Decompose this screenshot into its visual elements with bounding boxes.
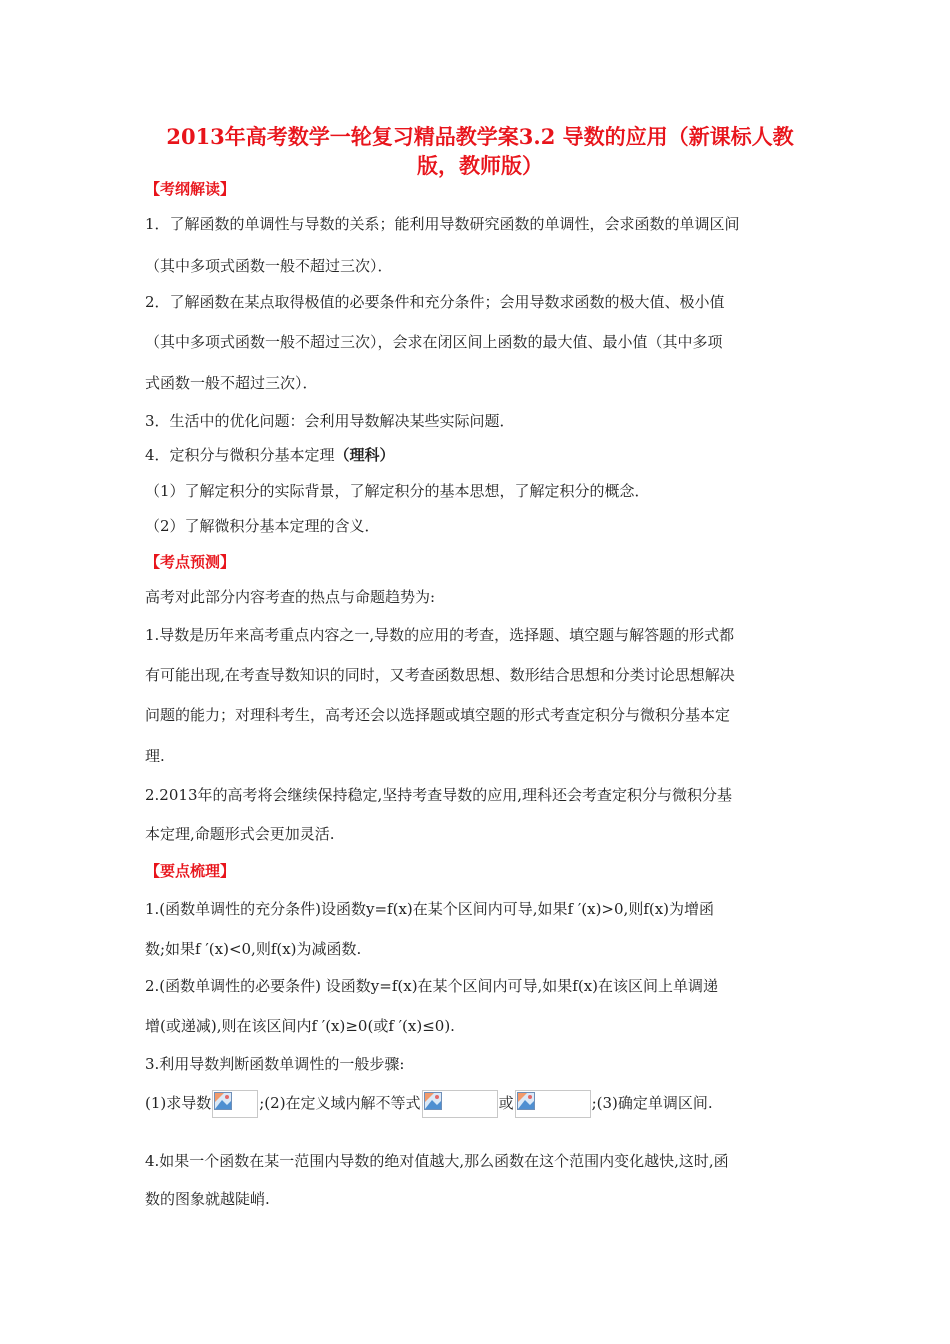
document-title [145, 122, 815, 180]
formula-image-placeholder [422, 1090, 498, 1118]
yaodian-line: 增(或递减),则在该区间内f ′(x)≥0(或f ′(x)≤0). [145, 1017, 455, 1035]
kaodian-line: 有可能出现,在考查导数知识的同时，又考查函数思想、数形结合思想和分类讨论思想解决 [145, 666, 735, 684]
kaodian-line: 1.导数是历年来高考重点内容之一,导数的应用的考查，选择题、填空题与解答题的形式都 [145, 626, 735, 644]
kaodian-line: 理. [145, 747, 165, 765]
kaodian-line: 2.2013年的高考将会继续保持稳定,坚持考查导数的应用,理科还会考查定积分与微积分基 [145, 786, 733, 804]
yaodian-line: 数;如果f ′(x)<0,则f(x)为减函数. [145, 940, 362, 958]
kaogang-subitem: （1）了解定积分的实际背景，了解定积分的基本思想，了解定积分的概念． [145, 482, 650, 500]
formula-image-placeholder [212, 1090, 258, 1118]
steps-line [145, 1090, 713, 1118]
kaogang-line: 3．生活中的优化问题：会利用导数解决某些实际问题． [145, 412, 515, 430]
kaogang-item-4 [145, 444, 395, 465]
step-1-text: (1)求导数 [145, 1094, 212, 1112]
yaodian-line: 2.(函数单调性的必要条件) 设函数y=f(x)在某个区间内可导,如果f(x)在该区间上单调递 [145, 977, 719, 995]
broken-image-icon [517, 1092, 535, 1110]
kaogang-line: 2．了解函数在某点取得极值的必要条件和充分条件；会用导数求函数的极大值、极小值 [145, 293, 725, 311]
yaodian-line: 3.利用导数判断函数单调性的一般步骤: [145, 1055, 405, 1073]
kaogang-line: 式函数一般不超过三次）． [145, 374, 318, 392]
kaogang-subitem: （2）了解微积分基本定理的含义． [145, 517, 380, 535]
kaodian-line: 本定理,命题形式会更加灵活. [145, 825, 335, 843]
kaodian-line: 问题的能力；对理科考生，高考还会以选择题或填空题的形式考查定积分与微积分基本定 [145, 706, 731, 724]
section-heading-yaodian: 【要点梳理】 [145, 862, 236, 880]
section-heading-kaogang: 【考纲解读】 [145, 180, 236, 198]
item4-bold-note: （理科） [334, 446, 395, 464]
kaogang-line: 1．了解函数的单调性与导数的关系；能利用导数研究函数的单调性，会求函数的单调区间 [145, 215, 740, 233]
kaodian-line: 高考对此部分内容考查的热点与命题趋势为: [145, 588, 436, 606]
step-3-text: ;(3)确定单调区间. [591, 1094, 713, 1112]
broken-image-icon [424, 1092, 442, 1110]
title-line-1: 2013年高考数学一轮复习精品教学案3.2 导数的应用（新课标人教 [166, 124, 794, 149]
broken-image-icon [214, 1092, 232, 1110]
section-heading-kaodian: 【考点预测】 [145, 553, 236, 571]
kaogang-line: （其中多项式函数一般不超过三次），会求在闭区间上函数的最大值、最小值（其中多项 [145, 333, 723, 351]
kaogang-line: （其中多项式函数一般不超过三次）． [145, 257, 393, 275]
step-or-text: 或 [498, 1094, 514, 1112]
yaodian-tail-line: 4.如果一个函数在某一范围内导数的绝对值越大,那么函数在这个范围内变化越快,这时,函 [145, 1152, 729, 1170]
item4-text: 4．定积分与微积分基本定理 [145, 446, 335, 464]
title-line-2: 版，教师版） [417, 153, 543, 178]
step-2-text: ;(2)在定义域内解不等式 [259, 1094, 421, 1112]
yaodian-tail-line: 数的图象就越陡峭. [145, 1190, 270, 1208]
formula-image-placeholder [515, 1090, 591, 1118]
yaodian-line: 1.(函数单调性的充分条件)设函数y=f(x)在某个区间内可导,如果f ′(x)>0,则f(x)为增函 [145, 900, 715, 918]
